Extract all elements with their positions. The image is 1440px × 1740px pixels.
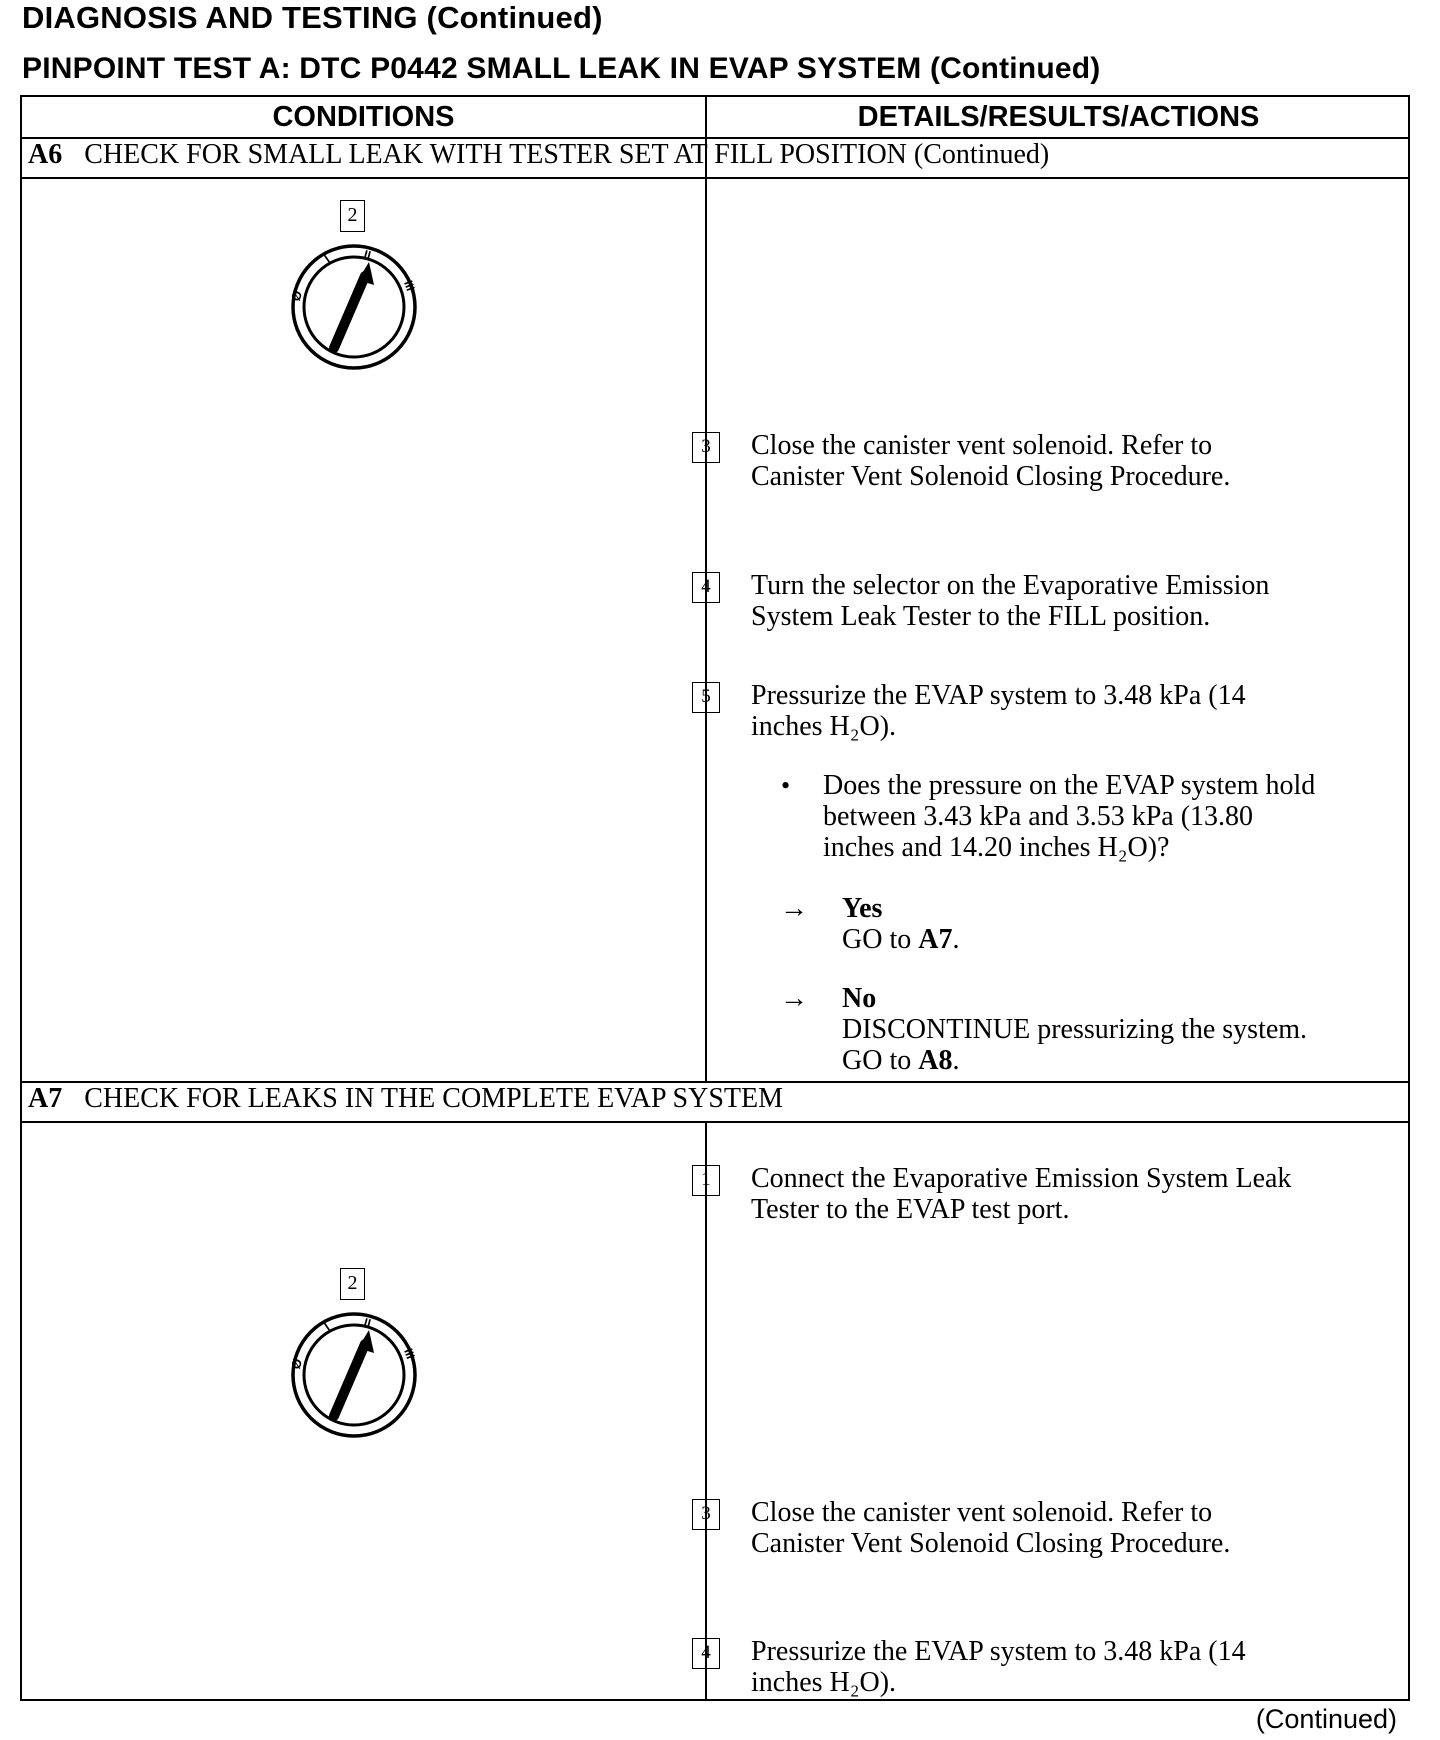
question-text: Does the pressure on the EVAP system hold — [823, 770, 1316, 801]
step-text: inches H₂O). — [751, 711, 897, 742]
section-header-a6 — [28, 139, 1049, 171]
question-text: inches and 14.20 inches H₂O)? — [823, 832, 1170, 863]
arrow-right-icon: → — [780, 983, 808, 1014]
selector-dial-figure — [288, 1268, 438, 1448]
dial-label-off: Ø — [288, 1356, 306, 1372]
section-header-a7 — [28, 1083, 783, 1115]
dial-label-off: Ø — [288, 288, 306, 304]
step-number: 4 — [692, 1638, 720, 1669]
column-header-details: DETAILS/RESULTS/ACTIONS — [857, 101, 1260, 133]
step-text: Pressurize the EVAP system to 3.48 kPa (14 — [751, 1636, 1246, 1667]
step-number: 5 — [692, 682, 720, 713]
bullet-icon: • — [781, 771, 791, 800]
continued-footer: (Continued) — [1255, 1704, 1397, 1734]
dial-label-2: II — [362, 247, 373, 263]
divider — [22, 1121, 1408, 1123]
result-label: No — [842, 983, 877, 1014]
divider — [22, 177, 1408, 179]
step-text: Canister Vent Solenoid Closing Procedure. — [751, 1528, 1231, 1559]
dial-label-1: I — [321, 1320, 333, 1334]
step-text: Canister Vent Solenoid Closing Procedure. — [751, 461, 1231, 492]
result-label: Yes — [842, 893, 883, 924]
dial-knob-icon — [288, 242, 438, 392]
step-number: 3 — [692, 1499, 720, 1530]
pinpoint-test-table — [20, 95, 1410, 1701]
question-text: between 3.43 kPa and 3.53 kPa (13.80 — [823, 801, 1254, 832]
step-text: Close the canister vent solenoid. Refer to — [751, 1497, 1213, 1528]
step-text: Tester to the EVAP test port. — [751, 1194, 1070, 1225]
dial-label-3: III — [401, 278, 418, 293]
step-number: 4 — [692, 572, 720, 603]
column-divider — [705, 1121, 707, 1701]
figure-step-number: 2 — [340, 1268, 365, 1300]
step-number: 3 — [692, 432, 720, 463]
goto-target-a7[interactable]: A7 — [918, 924, 953, 955]
result-action: DISCONTINUE pressurizing the system. — [842, 1014, 1308, 1045]
step-text: Pressurize the EVAP system to 3.48 kPa (14 — [751, 680, 1246, 711]
section-title: CHECK FOR LEAKS IN THE COMPLETE EVAP SYSTEM — [84, 1083, 784, 1114]
goto-target-a8[interactable]: A8 — [918, 1045, 953, 1076]
step-text: inches H₂O). — [751, 1667, 897, 1698]
step-text: Connect the Evaporative Emission System Leak — [751, 1163, 1292, 1194]
section-code: A7 — [28, 1083, 63, 1114]
column-header-conditions: CONDITIONS — [272, 101, 455, 133]
test-title: PINPOINT TEST A: DTC P0442 SMALL LEAK IN EVAP SYSTEM (Continued) — [22, 52, 1101, 85]
section-code: A6 — [28, 139, 63, 170]
step-text: Turn the selector on the Evaporative Emission — [751, 570, 1270, 601]
dial-knob-icon — [288, 1310, 438, 1460]
result-action: GO to A7. — [842, 924, 960, 955]
result-action: GO to A8. — [842, 1045, 960, 1076]
step-text: System Leak Tester to the FILL position. — [751, 601, 1211, 632]
question — [781, 770, 1316, 863]
arrow-right-icon: → — [780, 893, 808, 924]
section-title: CHECK FOR SMALL LEAK WITH TESTER SET AT FILL POSITION (Continued) — [84, 139, 1050, 170]
dial-label-1: I — [321, 252, 333, 266]
dial-label-3: III — [401, 1346, 418, 1361]
step-text: Close the canister vent solenoid. Refer to — [751, 430, 1213, 461]
page-title: DIAGNOSIS AND TESTING (Continued) — [22, 0, 603, 35]
dial-label-2: II — [362, 1315, 373, 1331]
figure-step-number: 2 — [340, 200, 365, 232]
column-divider — [705, 177, 707, 1081]
selector-dial-figure — [288, 200, 438, 380]
step-number: 1 — [692, 1165, 720, 1196]
